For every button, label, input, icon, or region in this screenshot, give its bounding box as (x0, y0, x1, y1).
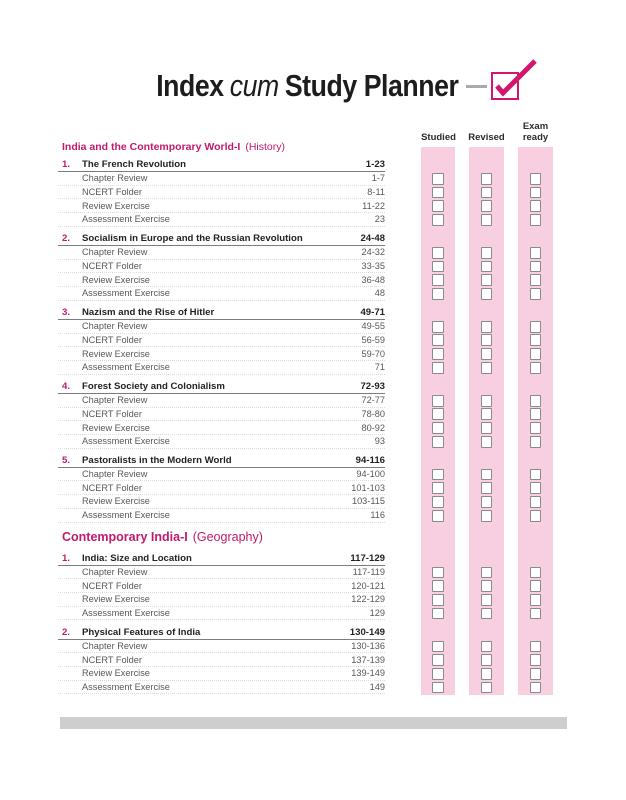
index-subrow (58, 566, 553, 580)
subrow-inner (58, 408, 385, 422)
index-subrow (58, 579, 553, 593)
subrow-label: Chapter Review (82, 395, 148, 406)
subrow-label: NCERT Folder (82, 334, 142, 345)
index-subrow (58, 260, 553, 274)
index-subrow (58, 509, 553, 523)
checkbox-revised[interactable] (481, 321, 493, 333)
checkbox-studied[interactable] (432, 469, 444, 481)
subrow-inner (58, 260, 385, 274)
index-subrow (58, 495, 553, 509)
index-subrow (58, 640, 553, 654)
checkbox-revised[interactable] (481, 496, 493, 508)
subrow-inner (58, 320, 385, 334)
checkbox-exam-ready[interactable] (530, 510, 542, 522)
chapter-pages: 117-129 (350, 552, 385, 564)
checkbox-studied[interactable] (432, 173, 444, 185)
checkbox-exam-ready[interactable] (530, 567, 542, 579)
chapter-title: Pastoralists in the Modern World (82, 454, 232, 466)
subrow-label: Review Exercise (82, 274, 150, 285)
chapter-row (58, 454, 553, 468)
checkbox-studied[interactable] (432, 608, 444, 620)
checkbox-studied[interactable] (432, 288, 444, 300)
subrow-inner (58, 468, 385, 482)
checkbox-exam-ready[interactable] (530, 641, 542, 653)
checkbox-revised[interactable] (481, 422, 493, 434)
checkbox-revised[interactable] (481, 436, 493, 448)
checkbox-studied[interactable] (432, 682, 444, 694)
chapter-number: 2. (62, 626, 71, 638)
subrow-pages: 72-77 (361, 395, 385, 406)
checkbox-revised[interactable] (481, 594, 493, 606)
checkbox-studied[interactable] (432, 482, 444, 494)
subrow-inner (58, 435, 385, 449)
checkbox-revised[interactable] (481, 608, 493, 620)
chapter-number: 1. (62, 159, 71, 170)
index-subrow (58, 172, 553, 186)
index-subrow (58, 394, 553, 408)
subrow-label: Assessment Exercise (82, 510, 170, 521)
chapter-row-inner (58, 232, 385, 246)
subrow-label: Chapter Review (82, 640, 148, 651)
chapter-title: Forest Society and Colonialism (82, 380, 225, 392)
subrow-pages: 36-48 (361, 274, 385, 285)
subrow-inner (58, 347, 385, 361)
subrow-inner (58, 640, 385, 654)
index-subrow (58, 468, 553, 482)
index-subrow (58, 320, 553, 334)
section-subtitle: (Geography) (192, 530, 263, 545)
subrow-label: NCERT Folder (82, 482, 142, 493)
checkbox-revised[interactable] (481, 214, 493, 226)
chapter-row-inner (58, 626, 385, 640)
checkbox-exam-ready[interactable] (530, 274, 542, 286)
checkbox-studied[interactable] (432, 422, 444, 434)
checkbox-exam-ready[interactable] (530, 408, 542, 420)
subrow-label: Assessment Exercise (82, 214, 170, 225)
subrow-pages: 1-7 (371, 173, 385, 184)
checkbox-revised[interactable] (481, 469, 493, 481)
subrow-label: Chapter Review (82, 173, 148, 184)
subrow-inner (58, 273, 385, 287)
section-title: Contemporary India-I (62, 530, 188, 545)
checkbox-revised[interactable] (481, 187, 493, 199)
checkbox-studied[interactable] (432, 510, 444, 522)
checkbox-exam-ready[interactable] (530, 654, 542, 666)
checkbox-exam-ready[interactable] (530, 261, 542, 273)
chapter-pages: 1-23 (365, 159, 385, 170)
chapter-row (58, 232, 553, 246)
chapter-number: 3. (62, 306, 71, 318)
subrow-inner (58, 172, 385, 186)
chapter-pages: 94-116 (355, 454, 385, 466)
checkbox-revised[interactable] (481, 261, 493, 273)
checkbox-studied[interactable] (432, 362, 444, 374)
subrow-inner (58, 361, 385, 375)
checkbox-studied[interactable] (432, 214, 444, 226)
title-dash (466, 85, 487, 88)
subrow-pages: 71 (374, 362, 385, 373)
subrow-inner (58, 213, 385, 227)
title-part-index: Index (156, 68, 224, 103)
subrow-pages: 149 (369, 682, 385, 693)
subrow-inner (58, 334, 385, 348)
chapter-row (58, 626, 553, 640)
checkbox-studied[interactable] (432, 261, 444, 273)
index-subrow (58, 607, 553, 621)
subrow-label: Assessment Exercise (82, 436, 170, 447)
page-title (0, 62, 626, 110)
subrow-inner (58, 421, 385, 435)
checkbox-studied[interactable] (432, 348, 444, 360)
index-subrow (58, 287, 553, 301)
checkbox-exam-ready[interactable] (530, 580, 542, 592)
subrow-label: Review Exercise (82, 200, 150, 211)
chapter-pages: 24-48 (360, 232, 385, 244)
subrow-pages: 130-136 (351, 640, 385, 651)
checkbox-studied[interactable] (432, 654, 444, 666)
subrow-label: Assessment Exercise (82, 682, 170, 693)
subrow-pages: 122-129 (351, 594, 385, 605)
subrow-pages: 49-55 (361, 321, 385, 332)
subrow-pages: 137-139 (351, 654, 385, 665)
chapter-pages: 49-71 (360, 306, 385, 318)
subrow-pages: 120-121 (351, 580, 385, 591)
index-subrow (58, 481, 553, 495)
section-header (58, 523, 553, 552)
subrow-pages: 94-100 (356, 469, 385, 480)
title-part-cum: cum (229, 68, 280, 103)
subrow-label: NCERT Folder (82, 187, 142, 198)
chapter-number: 4. (62, 380, 71, 392)
subrow-label: Chapter Review (82, 321, 148, 332)
subrow-pages: 78-80 (361, 408, 385, 419)
subrow-pages: 117-119 (352, 567, 385, 578)
subrow-label: Review Exercise (82, 422, 150, 433)
chapter-row-inner (58, 454, 385, 468)
subrow-pages: 116 (370, 510, 385, 521)
subrow-inner (58, 287, 385, 301)
index-subrow (58, 435, 553, 449)
subrow-pages: 139-149 (351, 668, 385, 679)
subrow-pages: 56-59 (361, 334, 385, 345)
chapter-title: The French Revolution (82, 159, 186, 170)
chapter-row-inner (58, 306, 385, 320)
checkbox-revised[interactable] (481, 334, 493, 346)
checkbox-exam-ready[interactable] (530, 214, 542, 226)
title-part-study-planner: Study Planner (285, 68, 459, 103)
subrow-pages: 24-32 (361, 247, 385, 258)
subrow-label: Review Exercise (82, 668, 150, 679)
checkbox-exam-ready[interactable] (530, 200, 542, 212)
subrow-pages: 23 (374, 214, 385, 225)
checkbox-exam-ready[interactable] (530, 187, 542, 199)
subrow-label: Assessment Exercise (82, 608, 170, 619)
chapter-row-inner (58, 380, 385, 394)
index-subrow (58, 421, 553, 435)
checkbox-studied[interactable] (432, 668, 444, 680)
checkbox-exam-ready[interactable] (530, 668, 542, 680)
column-header-studied: Studied (421, 132, 456, 143)
column-header-revised: Revised (468, 132, 505, 143)
index-subrow (58, 408, 553, 422)
checkbox-exam-ready[interactable] (530, 594, 542, 606)
subrow-label: NCERT Folder (82, 408, 142, 419)
subrow-pages: 80-92 (361, 422, 385, 433)
subrow-label: NCERT Folder (82, 580, 142, 591)
chapter-row (58, 158, 553, 172)
checkbox-exam-ready[interactable] (530, 362, 542, 374)
chapter-row (58, 306, 553, 320)
checkbox-exam-ready[interactable] (530, 288, 542, 300)
index-subrow (58, 199, 553, 213)
subrow-label: Review Exercise (82, 348, 150, 359)
checkbox-studied[interactable] (432, 594, 444, 606)
checkbox-studied[interactable] (432, 247, 444, 259)
index-subrow (58, 186, 553, 200)
index-subrow (58, 347, 553, 361)
index-subrow (58, 246, 553, 260)
checkbox-revised[interactable] (481, 580, 493, 592)
checkbox-revised[interactable] (481, 247, 493, 259)
subrow-inner (58, 681, 385, 695)
checkbox-exam-ready[interactable] (530, 496, 542, 508)
checkbox-revised[interactable] (481, 567, 493, 579)
subrow-label: NCERT Folder (82, 260, 142, 271)
checkbox-studied[interactable] (432, 436, 444, 448)
checkbox-revised[interactable] (481, 482, 493, 494)
checkbox-revised[interactable] (481, 408, 493, 420)
chapter-title: India: Size and Location (82, 552, 192, 564)
checkbox-studied[interactable] (432, 334, 444, 346)
checkbox-revised[interactable] (481, 200, 493, 212)
index-subrow (58, 273, 553, 287)
checkbox-revised[interactable] (481, 288, 493, 300)
subrow-pages: 48 (374, 288, 385, 299)
checkbox-exam-ready[interactable] (530, 469, 542, 481)
checkbox-exam-ready[interactable] (530, 608, 542, 620)
checkbox-studied[interactable] (432, 567, 444, 579)
section-title: India and the Contemporary World-I (62, 140, 241, 153)
chapter-pages: 72-93 (360, 380, 385, 392)
chapter-title: Physical Features of India (82, 626, 201, 638)
subrow-label: NCERT Folder (82, 654, 142, 665)
checkbox-revised[interactable] (481, 362, 493, 374)
checkbox-studied[interactable] (432, 274, 444, 286)
checkbox-studied[interactable] (432, 408, 444, 420)
subrow-inner (58, 246, 385, 260)
index-subrow (58, 334, 553, 348)
subrow-inner (58, 509, 385, 523)
subrow-pages: 33-35 (361, 260, 385, 271)
subrow-label: Chapter Review (82, 567, 148, 578)
index-subrow (58, 213, 553, 227)
checkbox-exam-ready[interactable] (530, 321, 542, 333)
checkbox-exam-ready[interactable] (530, 247, 542, 259)
subrow-inner (58, 394, 385, 408)
subrow-inner (58, 667, 385, 681)
index-subrow (58, 593, 553, 607)
index-subrow (58, 361, 553, 375)
chapter-title: Nazism and the Rise of Hitler (82, 306, 215, 318)
chapter-row (58, 552, 553, 566)
chapter-row-inner (58, 158, 385, 172)
chapter-number: 1. (62, 552, 71, 564)
checkbox-exam-ready[interactable] (530, 422, 542, 434)
checkbox-revised[interactable] (481, 274, 493, 286)
page-title-text (156, 68, 458, 104)
checkbox-studied[interactable] (432, 187, 444, 199)
subrow-inner (58, 481, 385, 495)
section-subtitle: (History) (245, 140, 285, 153)
checkbox-exam-ready[interactable] (530, 348, 542, 360)
chapter-number: 5. (62, 454, 71, 466)
subrow-pages: 103-115 (351, 496, 385, 507)
subrow-pages: 8-11 (367, 187, 385, 198)
chapter-row (58, 380, 553, 394)
checkbox-studied[interactable] (432, 580, 444, 592)
subrow-label: Review Exercise (82, 594, 150, 605)
footer-bar (60, 717, 567, 729)
checkbox-exam-ready[interactable] (530, 173, 542, 185)
index-subrow (58, 653, 553, 667)
subrow-pages: 59-70 (361, 348, 385, 359)
index-subrow (58, 667, 553, 681)
subrow-pages: 93 (374, 436, 385, 447)
checkbox-revised[interactable] (481, 348, 493, 360)
checkbox-studied[interactable] (432, 641, 444, 653)
checkbox-revised[interactable] (481, 654, 493, 666)
subrow-label: Chapter Review (82, 247, 148, 258)
subrow-label: Assessment Exercise (82, 362, 170, 373)
subrow-label: Review Exercise (82, 496, 150, 507)
checkbox-exam-ready[interactable] (530, 682, 542, 694)
subrow-inner (58, 593, 385, 607)
checkbox-studied[interactable] (432, 395, 444, 407)
column-header-exam-ready: Exam ready (522, 121, 549, 143)
checkbox-revised[interactable] (481, 173, 493, 185)
subrow-inner (58, 653, 385, 667)
chapter-row-inner (58, 552, 385, 566)
checkbox-exam-ready[interactable] (530, 395, 542, 407)
chapter-pages: 130-149 (349, 626, 385, 638)
subrow-label: Assessment Exercise (82, 288, 170, 299)
checkbox-revised[interactable] (481, 510, 493, 522)
subrow-inner (58, 495, 385, 509)
checkbox-revised[interactable] (481, 641, 493, 653)
checkbox-exam-ready[interactable] (530, 436, 542, 448)
checkbox-revised[interactable] (481, 395, 493, 407)
checkbox-exam-ready[interactable] (530, 334, 542, 346)
checkbox-studied[interactable] (432, 496, 444, 508)
checkbox-revised[interactable] (481, 668, 493, 680)
subrow-inner (58, 607, 385, 621)
subrow-pages: 11-22 (362, 200, 385, 211)
subrow-pages: 101-103 (351, 482, 385, 493)
checkmark-logo-icon (491, 72, 519, 100)
checkbox-exam-ready[interactable] (530, 482, 542, 494)
subrow-inner (58, 186, 385, 200)
subrow-inner (58, 566, 385, 580)
index-subrow (58, 681, 553, 695)
subrow-pages: 129 (369, 608, 385, 619)
subrow-label: Chapter Review (82, 469, 148, 480)
subrow-inner (58, 579, 385, 593)
subrow-inner (58, 199, 385, 213)
chapter-title: Socialism in Europe and the Russian Revolution (82, 232, 303, 244)
checkbox-revised[interactable] (481, 682, 493, 694)
checkbox-studied[interactable] (432, 321, 444, 333)
chapter-number: 2. (62, 232, 71, 244)
checkbox-studied[interactable] (432, 200, 444, 212)
